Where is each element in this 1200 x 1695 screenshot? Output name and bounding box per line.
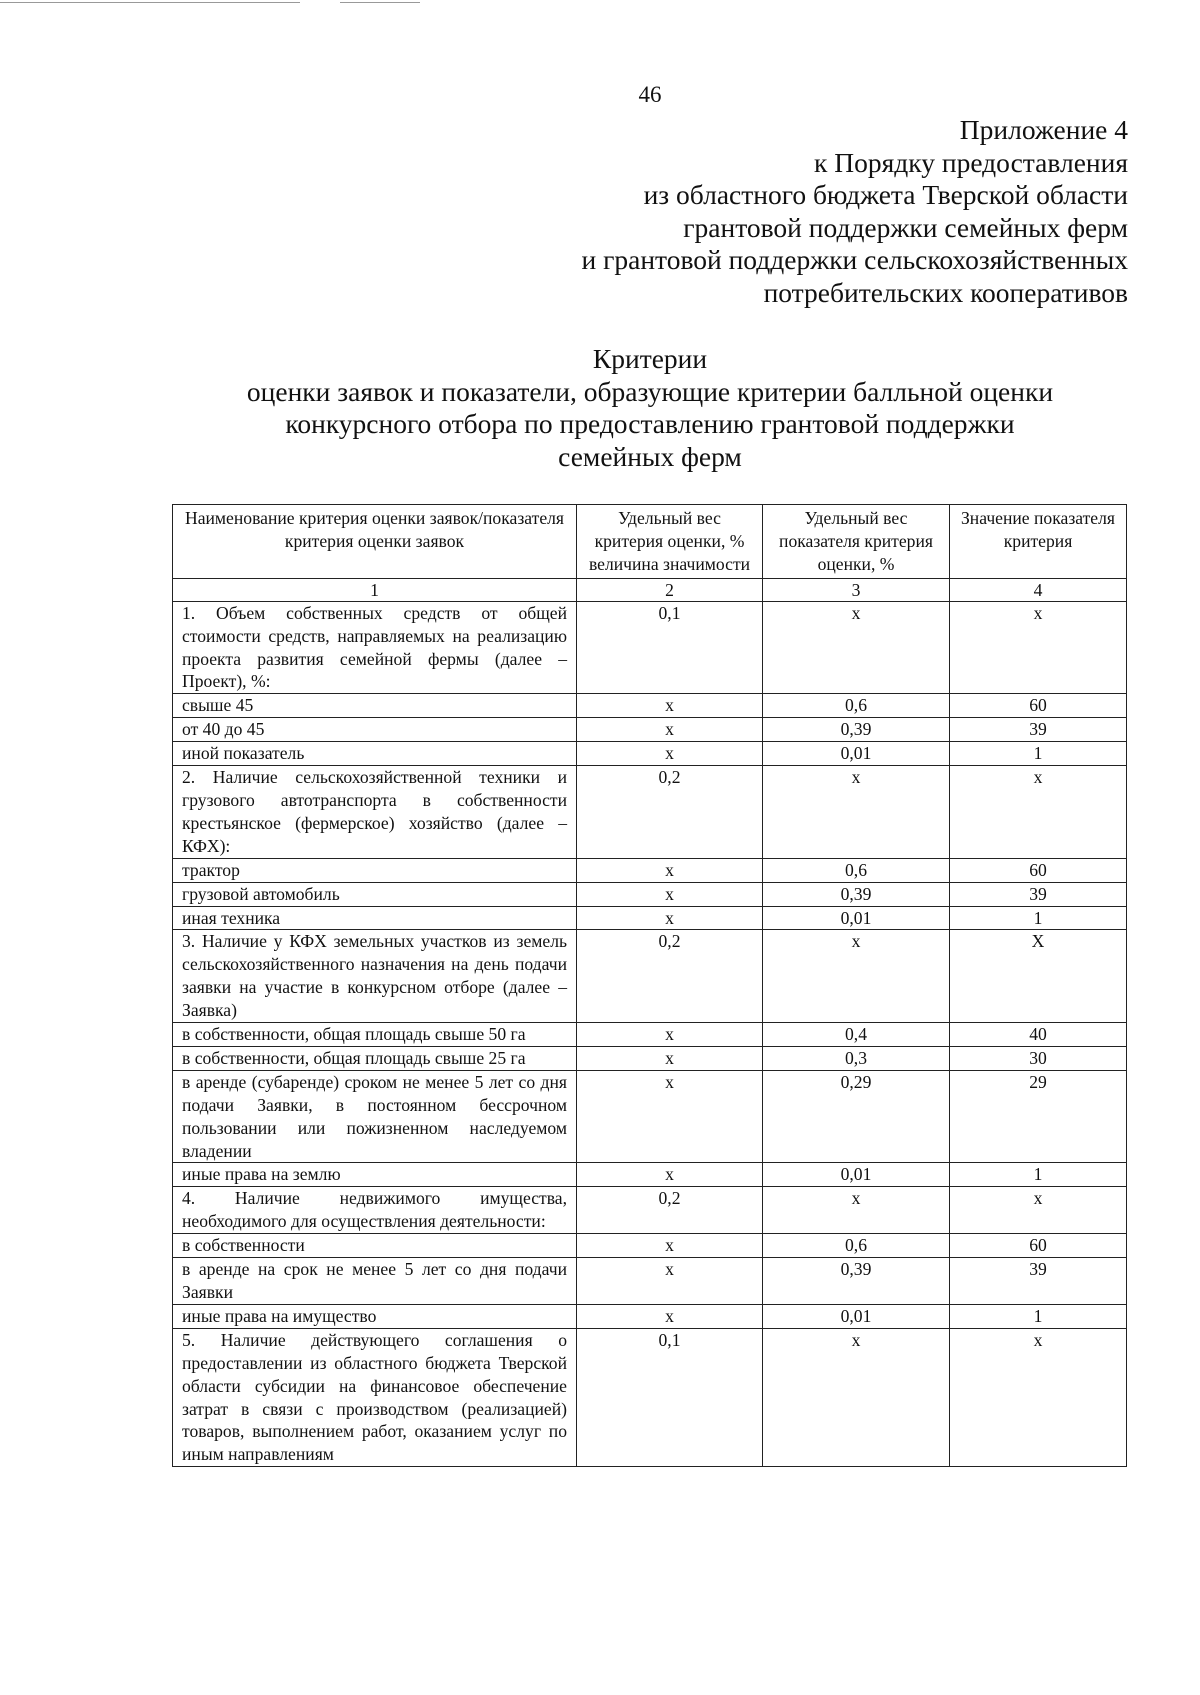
criterion-weight-cell: 0,2 <box>577 766 763 859</box>
criterion-name-cell: иные права на землю <box>173 1163 577 1187</box>
criterion-name-cell: в собственности <box>173 1234 577 1258</box>
criterion-name-cell: в собственности, общая площадь свыше 25 га <box>173 1046 577 1070</box>
table-row <box>173 906 1127 930</box>
title-line: конкурсного отбора по предоставлению грантовой поддержки <box>285 408 1015 439</box>
title-line: Критерии <box>592 343 708 374</box>
criterion-name-cell: иная техника <box>173 906 577 930</box>
table-row <box>173 1046 1127 1070</box>
table-row <box>173 718 1127 742</box>
indicator-weight-cell: 0,01 <box>763 1163 950 1187</box>
indicator-weight-cell: 0,3 <box>763 1046 950 1070</box>
criteria-table <box>172 504 1127 1467</box>
criterion-weight-cell: х <box>577 882 763 906</box>
indicator-value-cell: 1 <box>950 742 1127 766</box>
header-criterion-name: Наименование критерия оценки заявок/показателя критерия оценки заявок <box>173 505 577 579</box>
table-row <box>173 1163 1127 1187</box>
indicator-weight-cell: 0,39 <box>763 718 950 742</box>
criterion-name-cell: в аренде на срок не менее 5 лет со дня подачи Заявки <box>173 1258 577 1305</box>
criterion-weight-cell: х <box>577 1163 763 1187</box>
criterion-weight-cell: х <box>577 718 763 742</box>
appendix-line: грантовой поддержки семейных ферм <box>683 211 1128 243</box>
indicator-weight-cell: 0,29 <box>763 1070 950 1163</box>
title-line: оценки заявок и показатели, образующие критерии балльной оценки <box>246 375 1054 407</box>
indicator-weight-cell: х <box>763 1187 950 1234</box>
indicator-weight-cell: 0,6 <box>763 1234 950 1258</box>
appendix-line: Приложение 4 <box>959 114 1128 145</box>
criterion-name-cell: 4. Наличие недвижимого имущества, необходимого для осуществления деятельности: <box>173 1187 577 1234</box>
scan-edge-line <box>0 2 300 3</box>
indicator-weight-cell: 0,01 <box>763 906 950 930</box>
title-line: семейных ферм <box>558 440 742 472</box>
column-number: 1 <box>173 578 577 601</box>
scan-edge-line <box>340 2 420 3</box>
indicator-weight-cell: х <box>763 1328 950 1466</box>
indicator-value-cell: 29 <box>950 1070 1127 1163</box>
appendix-line: потребительских кооперативов <box>763 276 1128 308</box>
criterion-name-cell: 5. Наличие действующего соглашения о предоставлении из областного бюджета Тверской области субсидии на финансовое обеспечение затрат в связи с производством (реализацией) товаров, выполнением работ, оказанием услуг по иным направлениям <box>173 1328 577 1466</box>
table-row <box>173 1023 1127 1047</box>
table-header-row <box>173 505 1127 579</box>
criterion-weight-cell: 0,2 <box>577 1187 763 1234</box>
criterion-weight-cell: х <box>577 1023 763 1047</box>
criterion-weight-cell: 0,1 <box>577 1328 763 1466</box>
indicator-weight-cell: х <box>763 766 950 859</box>
criterion-weight-cell: х <box>577 1046 763 1070</box>
criterion-weight-cell: х <box>577 858 763 882</box>
indicator-weight-cell: 0,01 <box>763 742 950 766</box>
indicator-value-cell: х <box>950 766 1127 859</box>
criterion-name-cell: в аренде (субаренде) сроком не менее 5 лет со дня подачи Заявки, в постоянном бессрочном пользовании или пожизненном наследуемом владении <box>173 1070 577 1163</box>
indicator-value-cell: 60 <box>950 858 1127 882</box>
criterion-weight-cell: х <box>577 1258 763 1305</box>
indicator-value-cell: Х <box>950 930 1127 1023</box>
criterion-name-cell: в собственности, общая площадь свыше 50 га <box>173 1023 577 1047</box>
criterion-name-cell: 2. Наличие сельскохозяйственной техники и грузового автотранспорта в собственности крестьянское (фермерское) хозяйство (далее – КФХ): <box>173 766 577 859</box>
criterion-weight-cell: 0,2 <box>577 930 763 1023</box>
appendix-line: и грантовой поддержки сельскохозяйственных <box>581 244 1128 275</box>
indicator-weight-cell: 0,01 <box>763 1304 950 1328</box>
table-row <box>173 882 1127 906</box>
indicator-weight-cell: 0,6 <box>763 694 950 718</box>
table-row <box>173 601 1127 694</box>
indicator-weight-cell: х <box>763 601 950 694</box>
indicator-value-cell: 39 <box>950 1258 1127 1305</box>
table-row <box>173 858 1127 882</box>
indicator-value-cell: 60 <box>950 694 1127 718</box>
indicator-value-cell: 30 <box>950 1046 1127 1070</box>
criterion-name-cell: 3. Наличие у КФХ земельных участков из земель сельскохозяйственного назначения на день подачи заявки на участие в конкурсном отборе (далее – Заявка) <box>173 930 577 1023</box>
criterion-name-cell: иные права на имущество <box>173 1304 577 1328</box>
table-row <box>173 1187 1127 1234</box>
criterion-name-cell: от 40 до 45 <box>173 718 577 742</box>
criterion-name-cell: трактор <box>173 858 577 882</box>
criterion-weight-cell: х <box>577 1234 763 1258</box>
page-number: 46 <box>638 82 662 107</box>
table-row <box>173 1258 1127 1305</box>
criterion-weight-cell: х <box>577 742 763 766</box>
criterion-name-cell: иной показатель <box>173 742 577 766</box>
column-number: 3 <box>763 578 950 601</box>
appendix-note <box>582 114 1129 309</box>
table-row <box>173 742 1127 766</box>
table-row <box>173 930 1127 1023</box>
table-row <box>173 694 1127 718</box>
indicator-weight-cell: 0,4 <box>763 1023 950 1047</box>
table-row <box>173 1070 1127 1163</box>
table-row <box>173 1328 1127 1466</box>
criterion-weight-cell: х <box>577 906 763 930</box>
criterion-weight-cell: х <box>577 694 763 718</box>
document-title <box>130 343 1170 473</box>
header-indicator-value: Значение показателя критерия <box>950 505 1127 579</box>
criterion-name-cell: грузовой автомобиль <box>173 882 577 906</box>
column-number: 2 <box>577 578 763 601</box>
table-row <box>173 1304 1127 1328</box>
indicator-value-cell: 1 <box>950 906 1127 930</box>
indicator-value-cell: 1 <box>950 1163 1127 1187</box>
indicator-value-cell: 39 <box>950 718 1127 742</box>
column-number: 4 <box>950 578 1127 601</box>
table-body <box>173 601 1127 1467</box>
criterion-weight-cell: 0,1 <box>577 601 763 694</box>
column-number-row <box>173 578 1127 601</box>
indicator-value-cell: 39 <box>950 882 1127 906</box>
criterion-name-cell: 1. Объем собственных средств от общей стоимости средств, направляемых на реализацию проекта развития семейной фермы (далее – Проект), %: <box>173 601 577 694</box>
indicator-value-cell: х <box>950 1187 1127 1234</box>
indicator-value-cell: 40 <box>950 1023 1127 1047</box>
criterion-name-cell: свыше 45 <box>173 694 577 718</box>
header-criterion-weight: Удельный вес критерия оценки, % величина значимости <box>577 505 763 579</box>
indicator-value-cell: х <box>950 1328 1127 1466</box>
indicator-weight-cell: 0,39 <box>763 882 950 906</box>
table-row <box>173 1234 1127 1258</box>
indicator-weight-cell: 0,39 <box>763 1258 950 1305</box>
criterion-weight-cell: х <box>577 1304 763 1328</box>
appendix-line: к Порядку предоставления <box>814 146 1128 178</box>
indicator-value-cell: 1 <box>950 1304 1127 1328</box>
table-row <box>173 766 1127 859</box>
indicator-value-cell: х <box>950 601 1127 694</box>
indicator-value-cell: 60 <box>950 1234 1127 1258</box>
criterion-weight-cell: х <box>577 1070 763 1163</box>
header-indicator-weight: Удельный вес показателя критерия оценки, % <box>763 505 950 579</box>
appendix-line: из областного бюджета Тверской области <box>643 179 1128 210</box>
indicator-weight-cell: х <box>763 930 950 1023</box>
indicator-weight-cell: 0,6 <box>763 858 950 882</box>
